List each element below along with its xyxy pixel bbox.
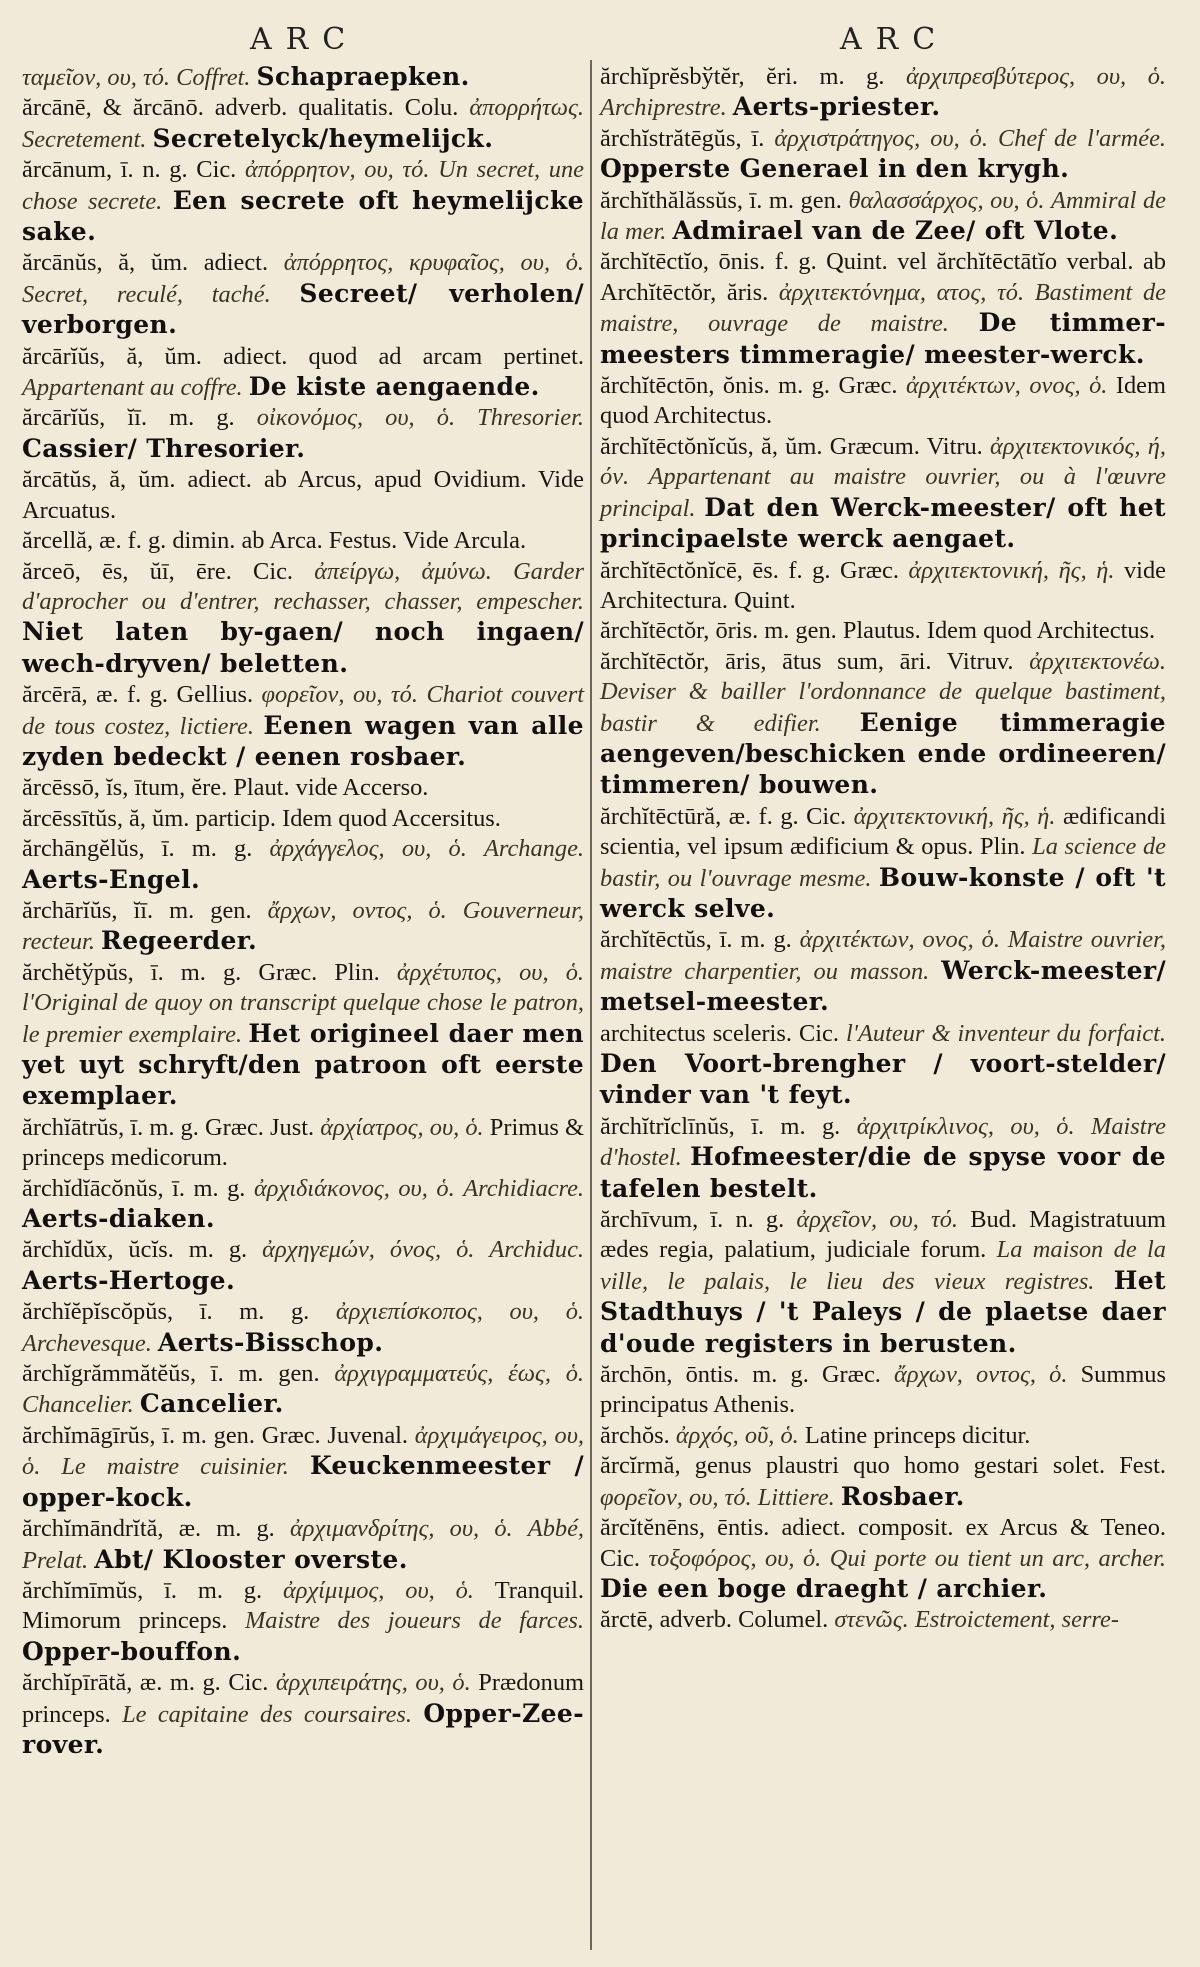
headword-text: ărcātŭs, ă, ŭm. adiect. ab Arcus, apud Ovidium. Vide Arcuatus. [22,466,584,524]
headword-text: ărchĭtēctūră, æ. f. g. Cic. [600,802,854,830]
greek-equivalent: ταμεῖον, ου, τό. [22,64,177,91]
dutch-gloss: Niet laten by-gaen/ noch ingaen/ wech-dryven/ beletten. [22,617,584,678]
dutch-gloss: Cassier/ Thresorier. [22,433,306,463]
french-gloss: l'Original de quoy on transcript quelque chose le patron, le premier exemplaire. [22,989,584,1048]
dictionary-entry [22,680,584,773]
dutch-gloss: Secretelyck/heymelijck. [152,123,494,153]
greek-equivalent: ἀρχίατρος, ου, ὁ. [320,1113,490,1141]
dutch-gloss: Rosbaer. [840,1481,965,1511]
headword-text: ărchĭmāgīrŭs, ī. m. gen. Græc. Juvenal. [22,1421,415,1449]
dictionary-entry [600,925,1166,1018]
french-gloss: Maistre des joueurs de farces. [244,1607,584,1635]
dictionary-entry [600,432,1166,556]
dictionary-entry [22,1421,584,1514]
dutch-gloss: Abt/ Klooster overste. [94,1544,408,1574]
french-gloss: Thresorier. [477,404,585,432]
french-gloss: Un secret, une chose secrete. [22,156,585,215]
dictionary-entry [22,1359,584,1421]
headword-text: vide Architectura. Quint. [600,556,1166,614]
dutch-gloss: Opper-bouffon. [22,1636,242,1666]
greek-equivalent: ἀρχιτρίκλινος, ου, ὁ. [856,1112,1092,1140]
headword-text: Summus principatus Athenis. [600,1361,1166,1419]
dutch-gloss: Dat den Werck-meester/ oft het principaelste werck aengaet. [600,492,1167,554]
dictionary-entry [22,896,584,958]
dictionary-entry [22,403,584,465]
dutch-gloss: Aerts-Hertoge. [22,1265,236,1295]
french-gloss: Estroictement, serre- [914,1606,1119,1634]
greek-equivalent: φορεῖον, ου, τό. [261,681,427,709]
headword-text: ărcārĭŭs, ĭī. m. g. [22,404,257,432]
headword-text: ărchĭtēctŭs, ī. m. g. [600,926,800,954]
dictionary-entry [22,834,584,896]
french-gloss: Secret, reculé, taché. [22,280,300,308]
french-gloss: Abbé, Prelat. [22,1515,585,1574]
dictionary-entry [22,557,584,681]
french-gloss: Chef de l'armée. [997,124,1166,152]
dictionary-entry [22,1235,584,1297]
headword-text: ărchĭtēctŏnĭcē, ēs. f. g. Græc. [600,556,909,584]
headword-text: ărchīvum, ī. n. g. [600,1206,797,1234]
greek-equivalent: ἀρχηγεμών, όνος, ὁ. [262,1236,490,1264]
dictionary-entry [22,773,584,803]
greek-equivalent: ἀρχίμιμος, ου, ὁ. [282,1576,495,1604]
headword-text: Primus & princeps medicorum. [22,1113,584,1172]
greek-equivalent: ἀρχιτεκτονική, ῆς, ἡ. [908,556,1124,584]
dictionary-entry [22,93,584,155]
headword-text: ărchŏs. [600,1421,676,1449]
greek-equivalent: ἄρχων, οντος, ὁ. [894,1361,1081,1389]
headword-text: ărcēssītŭs, ă, ŭm. particip. Idem quod Accersitus. [22,804,501,832]
dutch-gloss: Aerts-Engel. [22,864,201,894]
dutch-gloss: Admirael van de Zee/ oft Vlote. [672,216,1119,246]
header-left: ARC [250,22,360,57]
dictionary-entry [22,1174,584,1236]
headword-text: ărchĭtēctĭo, ōnis. f. g. Quint. vel ărchĭtēctātĭo verbal. ab Archĭtēctŏr, ăris. [600,248,1166,306]
french-gloss: Littiere. [757,1483,841,1511]
headword-text: ărchĭtēctōn, ŏnis. m. g. Græc. [600,372,906,400]
greek-equivalent: ἀρχιτεκτονική, ῆς, ἡ. [853,802,1064,830]
dictionary-entry [22,958,584,1113]
french-gloss: Chancelier. [22,1391,140,1419]
dictionary-entry [22,526,584,556]
french-gloss: Ammiral de la mer. [600,186,1166,246]
headword-text: ărcānŭs, ă, ŭm. adiect. [22,249,284,277]
french-gloss: Garder d'aprocher ou d'entrer, rechasser, chasser, empescher. [22,557,584,615]
headword-text: ărchōn, ōntis. m. g. Græc. [600,1361,895,1389]
greek-equivalent: ἀρχιπρεσβύτερος, ου, ὁ. [905,63,1166,90]
dictionary-entry [600,1205,1166,1360]
greek-equivalent: ἀρχός, οῦ, ὁ. [675,1421,805,1449]
dictionary-entry [600,556,1166,617]
headword-text: ărchĭĕpĭscŏpŭs, ī. m. g. [22,1298,336,1326]
dictionary-entry [600,247,1166,371]
headword-text: Idem quod Architectus. [600,372,1166,430]
headword-text: ărchĭpīrātă, æ. m. g. Cic. [22,1669,276,1697]
headword-text: ărchĭdŭx, ŭcĭs. m. g. [22,1236,263,1264]
headword-text: ărchĭtrĭclīnŭs, ī. m. g. [600,1112,857,1140]
greek-equivalent: στενῶς. [834,1606,915,1634]
dutch-gloss: Regeerder. [101,926,258,956]
greek-equivalent: ἀρχιστράτηγος, ου, ὁ. [774,124,998,152]
headword-text: ărchĭmāndrĭtă, æ. m. g. [22,1515,290,1543]
header-right: ARC [840,22,950,57]
french-gloss: Archange. [483,835,584,863]
dutch-gloss: Die een boge draeght / archier. [600,1573,1048,1603]
left-column [22,62,584,1761]
headword-text: ărcānum, ī. n. g. Cic. [22,156,245,184]
dutch-gloss: Aerts-Bisschop. [157,1327,384,1357]
greek-equivalent: ἀρχάγγελος, ου, ὁ. [269,835,484,863]
greek-equivalent: ἀρχιπειράτης, ου, ὁ. [275,1669,479,1697]
column-divider [590,60,592,1950]
dutch-gloss: Hofmeester/die de spyse voor de tafelen bestelt. [600,1142,1167,1203]
greek-equivalent: ἀρχιδιάκονος, ου, ὁ. [253,1174,464,1202]
dutch-gloss: Een secrete oft heymelijcke sake. [22,185,584,247]
dictionary-entry [22,1576,584,1668]
greek-equivalent: ἀρχιεπίσκοπος, ου, ὁ. [335,1298,584,1326]
headword-text: ărcĭtĕnēns, ēntis. adiect. composit. ex Arcus & Teneo. Cic. [600,1514,1166,1572]
headword-text: Prædonum princeps. [22,1669,584,1728]
dutch-gloss: Secreet/ verholen/ verborgen. [22,278,584,340]
headword-text: ărctē, adverb. Columel. [600,1606,835,1634]
greek-equivalent: ἀρχιμάγειρος, ου, ὁ. [22,1421,584,1481]
greek-equivalent: ἀρχέτυπος, ου, ὁ. [396,958,584,986]
dictionary-entry [600,1019,1166,1112]
running-header [0,22,1200,58]
headword-text: ărchĭthălăssŭs, ī. m. gen. [600,186,849,214]
french-gloss: Maistre d'hostel. [600,1112,1166,1172]
dictionary-entry [600,1513,1166,1605]
headword-text: ărchāngĕlŭs, ī. m. g. [22,835,270,863]
french-gloss: Archiduc. [489,1236,584,1264]
headword-text: architectus sceleris. Cic. [600,1019,847,1047]
dutch-gloss: Opperste Generael in den krygh. [600,154,1070,184]
dutch-gloss: De kiste aengaende. [248,372,540,402]
dictionary-entry [22,342,584,404]
dutch-gloss: Het Stadthuys / 't Paleys / de plaetse daer d'oude registers in berusten. [600,1265,1166,1358]
dictionary-entry [600,371,1166,432]
headword-text: ărcĭrmă, genus plaustri quo homo gestari solet. Fest. [600,1452,1166,1480]
french-gloss: Archevesque. [22,1329,158,1357]
french-gloss: Le maistre cuisinier. [61,1453,310,1481]
dictionary-entry [600,124,1166,186]
dutch-gloss: Den Voort-brengher / voort-stelder/ vinder van 't feyt. [600,1049,1166,1110]
dictionary-entry [22,155,584,248]
greek-equivalent: ἀρχιτεκτόνημα, ατος, τό. [778,278,1035,306]
dictionary-entry [22,1514,584,1576]
french-gloss: Coffret. [176,64,257,91]
greek-equivalent: ἄρχων, οντος, ὁ. [267,896,463,924]
headword-text: Bud. Magistratuum ædes regia, palatium, judiciale forum. [600,1206,1166,1264]
dutch-gloss: Werck-meester/ metsel-meester. [600,955,1166,1017]
dutch-gloss: Eenige timmeragie aengeven/beschicken ende ordineeren/ timmeren/ bouwen. [600,707,1166,800]
dutch-gloss: Schapraepken. [256,62,470,91]
dutch-gloss: De timmer-meesters timmeragie/ meester-werck. [600,308,1166,369]
greek-equivalent: ἀρχιμανδρίτης, ου, ὁ. [289,1515,528,1543]
dutch-gloss: Bouw-konste / oft 't werck selve. [600,862,1166,923]
dictionary-entry [22,465,584,526]
dictionary-entry [600,616,1166,646]
french-gloss: Archidiacre. [463,1174,585,1202]
dictionary-entry [22,1668,584,1761]
headword-text: Latine princeps dicitur. [804,1421,1031,1449]
dictionary-entry [600,1360,1166,1421]
headword-text: ărchārĭŭs, ĭī. m. gen. [22,896,268,924]
greek-equivalent: ἀπόρρητον, ου, τό. [244,156,439,184]
greek-equivalent: ἀπόρρητος, κρυφαῖος, ου, ὁ. [283,249,584,277]
dictionary-entry [22,62,584,93]
headword-text: ărchĭmīmŭs, ī. m. g. [22,1576,283,1604]
greek-equivalent: ἀπείργω, ἀμύνω. [314,557,514,585]
french-gloss: Archiprestre. [600,94,733,122]
right-column [600,62,1166,1636]
headword-text: ărchĭtēctŏr, ōris. m. gen. Plautus. Idem quod Architectus. [600,617,1156,645]
dutch-gloss: Keuckenmeester / opper-kock. [22,1451,585,1512]
headword-text: ărcārĭŭs, ă, ŭm. adiect. quod ad arcam pertinet. [22,342,584,370]
french-gloss: Appartenant au coffre. [22,374,249,402]
headword-text: Tranquil. Mimorum princeps. [22,1576,584,1635]
dictionary-entry [22,1113,584,1174]
greek-equivalent: ἀρχιγραμματεύς, έως, ὁ. [334,1360,584,1388]
dutch-gloss: Aerts-diaken. [22,1204,215,1234]
greek-equivalent: τοξοφόρος, ου, ὁ. [648,1544,830,1572]
french-gloss: La maison de la ville, le palais, le lieu des vieux registres. [600,1236,1166,1295]
headword-text: ărchĭātrŭs, ī. m. g. Græc. Just. [22,1113,321,1141]
dictionary-entry [22,1297,584,1359]
french-gloss: Bastiment de maistre, ouvrage de maistre. [600,278,1167,338]
headword-text: ărchĭtēctŏr, āris, ātus sum, āri. Vitruv. [600,647,1030,675]
dictionary-entry [22,804,584,834]
greek-equivalent: ἀπορρήτως. [469,94,584,122]
headword-text: ărchĭprĕsbўtĕr, ĕri. m. g. [600,63,906,90]
headword-text: ărcēssō, ĭs, ītum, ĕre. Plaut. vide Accerso. [22,774,429,802]
dictionary-entry [600,1451,1166,1513]
dictionary-entry [600,1421,1166,1451]
dictionary-entry [600,1605,1166,1635]
french-gloss: Deviser & bailler l'ordonnance de quelque bastiment, bastir & edifier. [600,678,1166,737]
dutch-gloss: Cancelier. [139,1389,284,1419]
headword-text: ædificandi scientia, vel ipsum ædificium & opus. Plin. [600,802,1166,861]
headword-text: ărcellă, æ. f. g. dimin. ab Arca. Festus. Vide Arcula. [22,527,527,555]
french-gloss: La science de bastir, ou l'ouvrage mesme. [600,833,1166,892]
headword-text: ărchĭstrătēgŭs, ī. [600,124,775,152]
dictionary-entry [600,186,1166,248]
french-gloss: Gouverneur, recteur. [22,896,585,956]
french-gloss: Secretement. [22,125,153,153]
french-gloss: Appartenant au maistre ouvrier, ou à l'œuvre principal. [600,463,1166,522]
headword-text: ărchĭdĭācŏnŭs, ī. m. g. [22,1174,254,1202]
dictionary-entry [600,62,1166,124]
dutch-gloss: Aerts-priester. [732,92,941,122]
greek-equivalent: φορεῖον, ου, τό. [600,1483,758,1511]
dictionary-entry [600,802,1166,926]
dutch-gloss: Eenen wagen van alle zyden bedeckt / eenen rosbaer. [22,710,584,771]
greek-equivalent: ἀρχιτεκτονέω. [1029,647,1166,675]
headword-text: ărcērā, æ. f. g. Gellius. [22,681,262,709]
greek-equivalent: ἀρχιτέκτων, ονος, ὁ. [799,926,1008,954]
greek-equivalent: ἀρχιτεκτονικός, ή, όν. [600,432,1166,491]
headword-text: ărchĭtēctŏnĭcŭs, ă, ŭm. Græcum. Vitru. [600,432,991,460]
dutch-gloss: Opper-Zee-rover. [22,1698,585,1759]
french-gloss: l'Auteur & inventeur du forfaict. [846,1019,1166,1047]
dictionary-entry [600,1112,1166,1205]
french-gloss: Qui porte ou tient un arc, archer. [829,1544,1166,1572]
greek-equivalent: ἀρχεῖον, ου, τό. [796,1206,971,1234]
dictionary-entry [600,647,1166,802]
headword-text: ărchĕtўpŭs, ī. m. g. Græc. Plin. [22,958,397,986]
dictionary-entry [22,248,584,341]
greek-equivalent: θαλασσάρχος, ου, ὁ. [848,186,1052,214]
french-gloss: Maistre ouvrier, maistre charpentier, ou masson. [600,926,1166,985]
headword-text: ărceō, ēs, ŭī, ēre. Cic. [22,557,315,585]
french-gloss: Chariot couvert de tous costez, lictiere. [22,681,584,740]
dutch-gloss: Het origineel daer men yet uyt schryft/den patroon oft eerste exemplaer. [22,1018,584,1111]
greek-equivalent: ἀρχιτέκτων, ονος, ὁ. [905,372,1116,400]
headword-text: ărchĭgrămmătĕŭs, ī. m. gen. [22,1360,335,1388]
headword-text: ărcānē, & ărcānō. adverb. qualitatis. Colu. [22,94,470,122]
french-gloss: Le capitaine des coursaires. [122,1700,424,1728]
greek-equivalent: οἰκονόμος, ου, ὁ. [256,404,478,432]
